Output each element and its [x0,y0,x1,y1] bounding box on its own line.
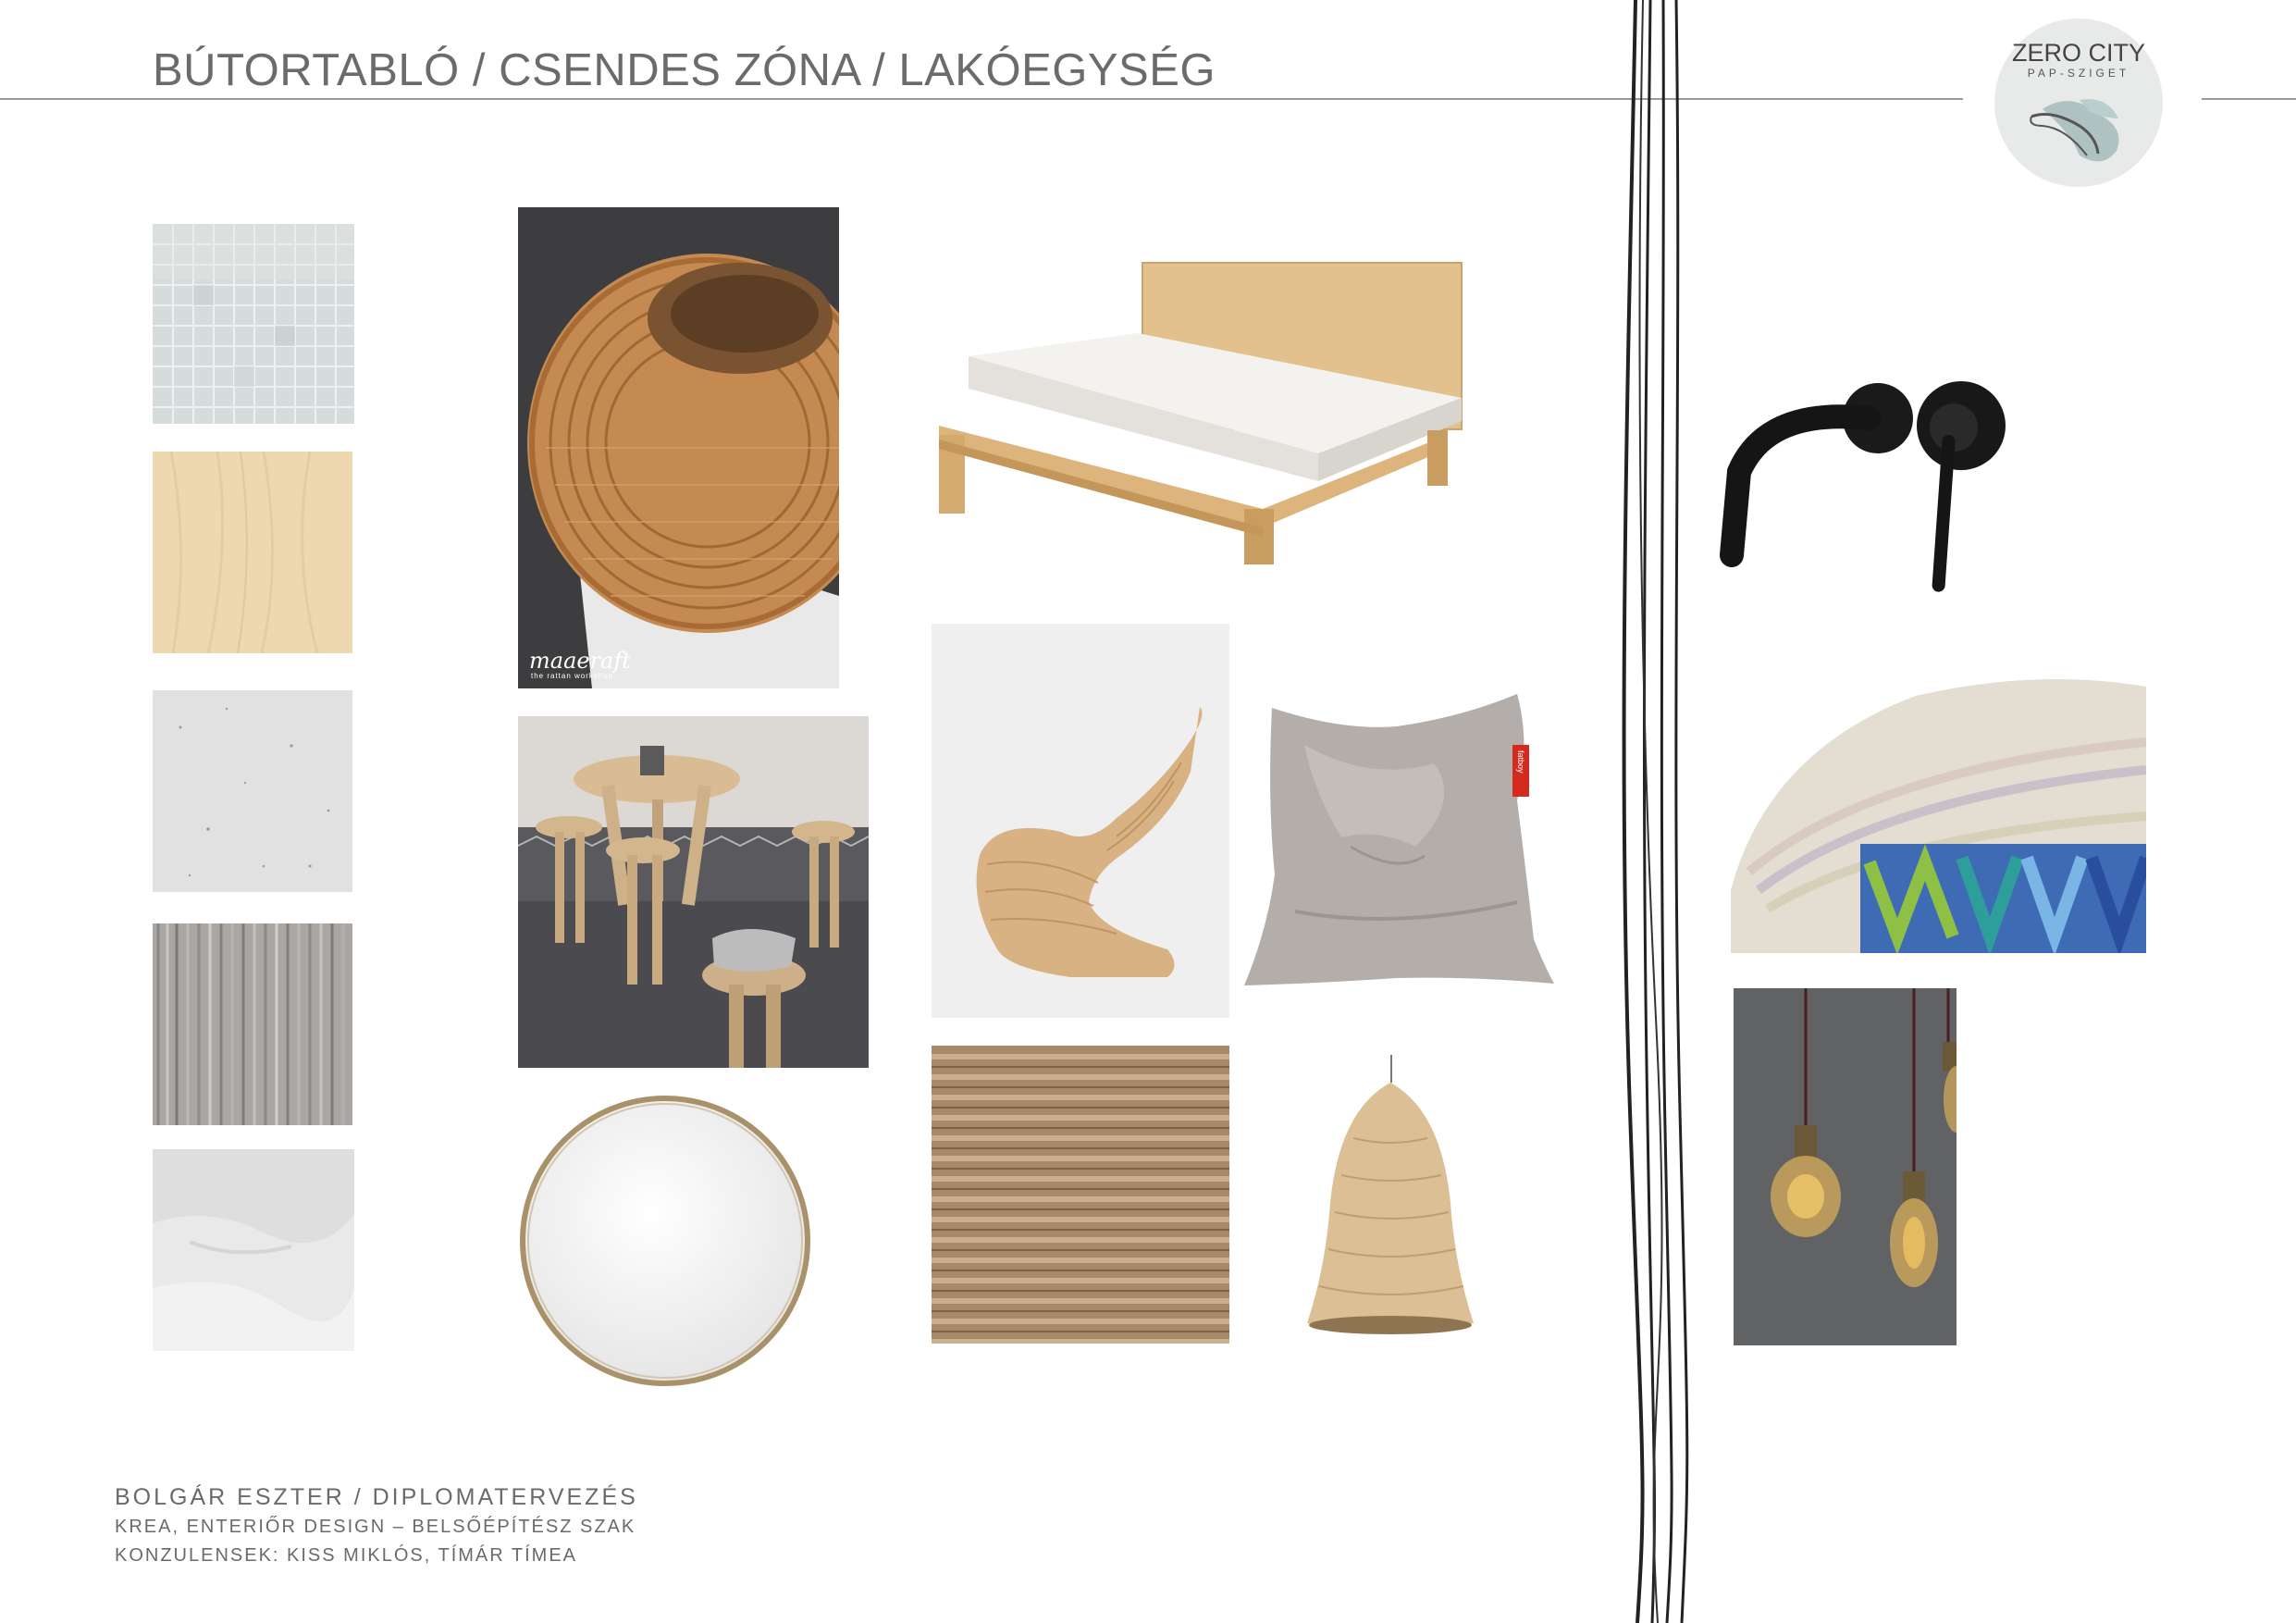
footer-course: KREA, ENTERIŐR DESIGN – BELSŐÉPÍTÉSZ SZAK [115,1517,636,1537]
swatch-concrete [153,690,352,892]
wooden-table-stools-photo [518,716,869,1068]
black-wall-faucet-photo [1711,370,2044,601]
swatch-striped-stone [153,923,352,1125]
vertical-divider-lines [1610,0,1693,1623]
swatch-birch-wood [153,452,352,653]
footer-consultants: KONZULENSEK: KISS MIKLÓS, TÍMÁR TÍMEA [115,1545,578,1566]
wooden-bed-photo [930,259,1480,564]
round-mirror-photo [516,1092,814,1390]
swatch-white-plaster [153,1149,354,1351]
page-title: BÚTORTABLÓ / CSENDES ZÓNA / LAKÓEGYSÉG [153,45,1216,95]
edison-bulbs-photo [1734,988,1957,1345]
fatboy-tag: fatboy [1516,750,1525,774]
swatch-mosaic-tile [153,224,354,424]
pouf-watermark: maaeraft [529,648,631,674]
island-map-icon [2015,81,2144,174]
wicker-chair-photo [932,624,1229,1018]
grey-bean-bag-photo [1240,689,1559,990]
zero-city-logo [1994,19,2163,187]
wicker-pendant-lamp-photo [1302,1055,1478,1337]
woven-rug-texture [932,1046,1229,1344]
header-rule-right [2202,98,2296,100]
knitted-pouf-photo [1731,659,2146,953]
logo-title: ZERO CITY [2011,39,2145,67]
pouf-watermark-sub: the rattan workshop [531,672,614,680]
logo-subtitle: PAP-SZIGET [2027,67,2130,80]
footer-author: BOLGÁR ESZTER / DIPLOMATERVEZÉS [115,1484,638,1510]
wicker-pouf-photo [518,207,839,688]
